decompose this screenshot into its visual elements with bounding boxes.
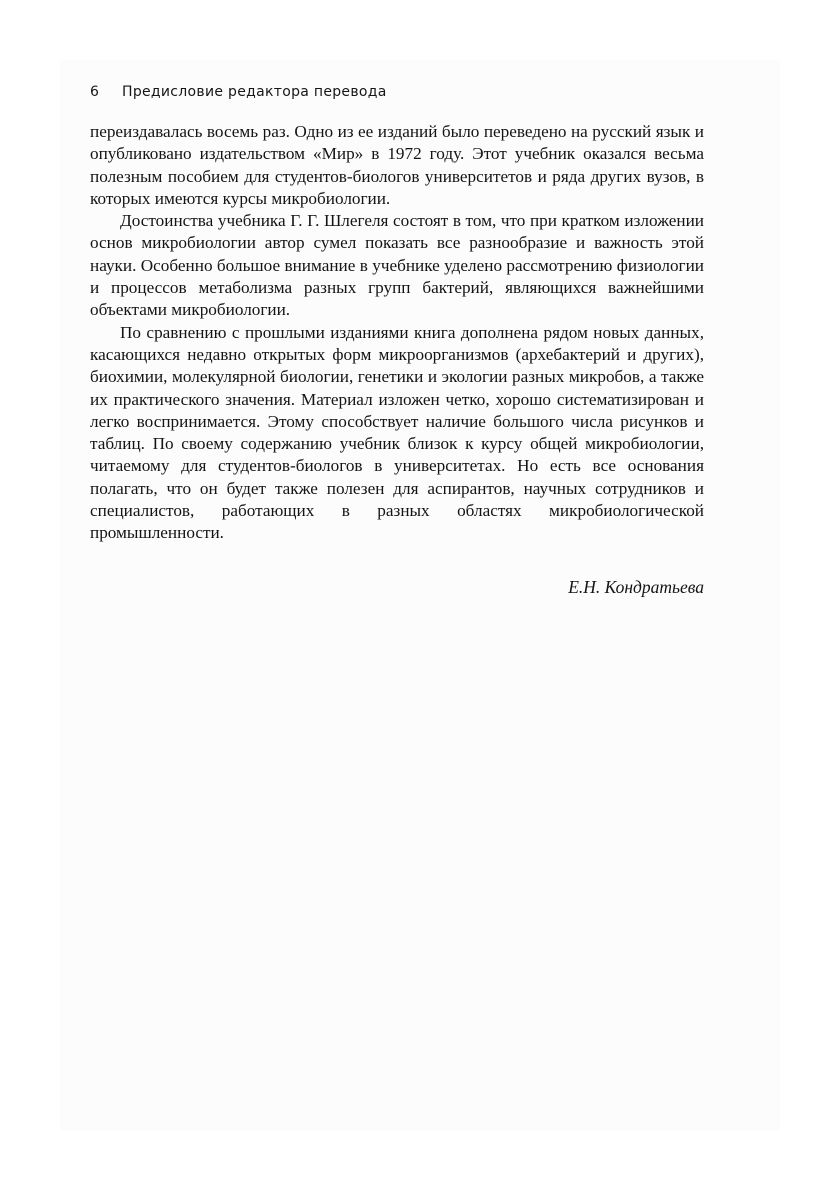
paragraph-new-edition: По сравнению с прошлыми изданиями книга дополнена рядом новых данных, касающихся недавно открытых форм микроорганизмов (архебактерий и других), биохимии, молекулярной биологии, генетики и экологии разных микробов, а также их практического значения. Материал изложен четко, хорошо систематизирован и легко воспринимается. Этому способствует наличие большого числа рисунков и таблиц. По своему содержанию учебник близок к курсу общей микробиологии, читаемому для студентов-биологов в университетах. Но есть все основания полагать, что он будет также полезен для аспирантов, научных сотрудников и специалистов, работающих в разных областях микробиологической промышленности. <box>90 322 704 543</box>
page-number: 6 <box>90 84 100 100</box>
paragraph-merits: Достоинства учебника Г. Г. Шлегеля состоят в том, что при кратком изложении основ микробиологии автор сумел показать все разнообразие и важность этой науки. Особенно большое внимание в учебнике уделено рассмотрению физиологии и процессов метаболизма разных групп бактерий, являющихся важнейшими объектами микробиологии. <box>90 211 704 320</box>
running-title: Предисловие редактора перевода <box>122 84 387 100</box>
body-text <box>90 121 704 545</box>
paragraph-continuation: переиздавалась восемь раз. Одно из ее изданий было переведено на русский язык и опубликовано издательством «Мир» в 1972 году. Этот учебник оказался весьма полезным пособием для студентов-биологов университетов и ряда других вузов, в которых имеются курсы микробиологии. <box>90 122 704 208</box>
editor-signature: Е.Н. Кондратьева <box>568 577 704 597</box>
running-header <box>90 84 387 100</box>
